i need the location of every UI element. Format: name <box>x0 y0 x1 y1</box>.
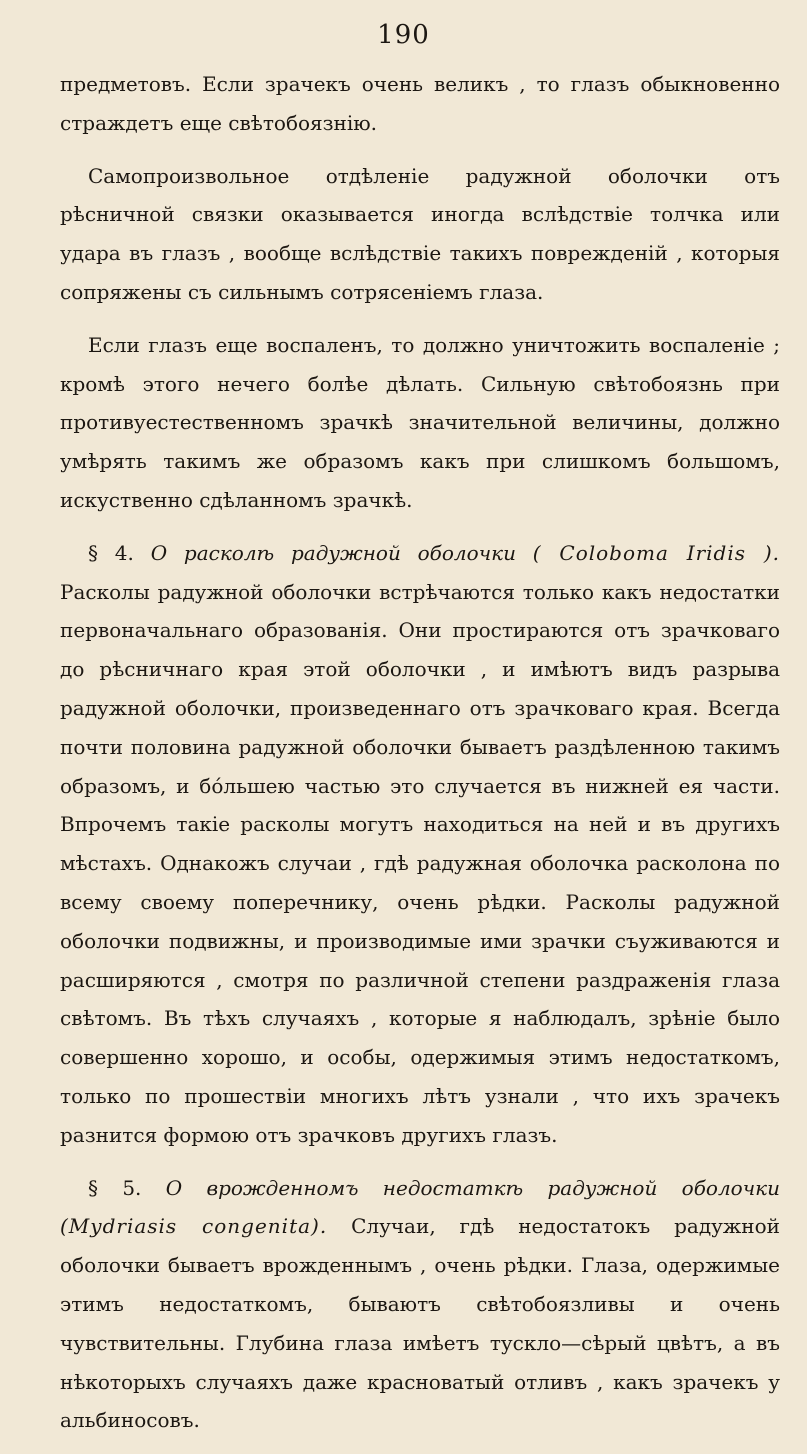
section-latin-term: (Mydriasis congenita). <box>60 1214 328 1239</box>
section-number: § 5. <box>88 1175 142 1200</box>
paragraph-iris-detachment: Самопроизвольное отдѣленіе радужной оболочки отъ рѣсничной связки оказывается иногда вслѣдствіе толчка или удара въ глазъ , вообще вслѣдствіе такихъ поврежденій , которыя сопряжены съ сильнымъ сотрясеніемъ глаза. <box>60 163 780 304</box>
section-title: О врожденномъ недостаткѣ радужной оболочки <box>165 1175 780 1200</box>
paragraph-inflammation: Если глазъ еще воспаленъ, то должно уничтожить воспаленіе ; кромѣ этого нечего болѣе дѣлать. Сильную свѣтобоязнь при противуестественномъ зрачкѣ значительной величины, должно умѣрять такимъ же образомъ какъ при слишкомъ большомъ, искуственно сдѣланномъ зрачкѣ. <box>60 332 780 512</box>
section-coloboma <box>60 534 780 1155</box>
paragraph-continuation: предметовъ. Если зрачекъ очень великъ , то глазъ обыкновенно страждетъ еще свѣтобоязнію. <box>60 72 780 135</box>
section-mydriasis <box>60 1169 780 1441</box>
page-body <box>60 65 780 1454</box>
page-number: 190 <box>377 20 430 50</box>
section-number: § 4. <box>88 540 134 565</box>
section-latin-term: ( Coloboma Iridis ). <box>532 540 780 565</box>
section-title: О расколѣ радужной оболочки <box>150 540 516 565</box>
section-body: Расколы радужной оболочки встрѣчаются только какъ недостатки первоначальнаго образованія. Они простираются отъ зрачковаго до рѣсничнаго края этой оболочки , и имѣютъ видъ разрыва радужной оболочки, произведеннаго отъ зрачковаго края. Всегда почти половина радужной оболочки бываетъ раздѣленною такимъ образомъ, и бо́льшею частью это случается въ нижней ея части. Впрочемъ такіе расколы могутъ находиться на ней и въ другихъ мѣстахъ. Однакожъ случаи , гдѣ радужная оболочка расколона по всему своему поперечнику, очень рѣдки. Расколы радужной оболочки подвижны, и производимые ими зрачки съуживаются и расширяются , смотря по различной степени раздраженія глаза свѣтомъ. Въ тѣхъ случаяхъ , которые я наблюдалъ, зрѣніе было совершенно хорошо, и особы, одержимыя этимъ недостаткомъ, только по прошествіи многихъ лѣтъ узнали , что ихъ зрачекъ разнится формою отъ зрачковъ другихъ глазъ. <box>60 579 780 1147</box>
section-body: Случаи, гдѣ недостатокъ радужной оболочки бываетъ врожденнымъ , очень рѣдки. Глаза, одержимые этимъ недостаткомъ, бываютъ свѣтобоязливы и очень чувствительны. Глубина глаза имѣетъ тускло—сѣрый цвѣтъ, а въ нѣкоторыхъ случаяхъ даже красноватый отливъ , какъ зрачекъ у альбиносовъ. <box>60 1214 781 1433</box>
